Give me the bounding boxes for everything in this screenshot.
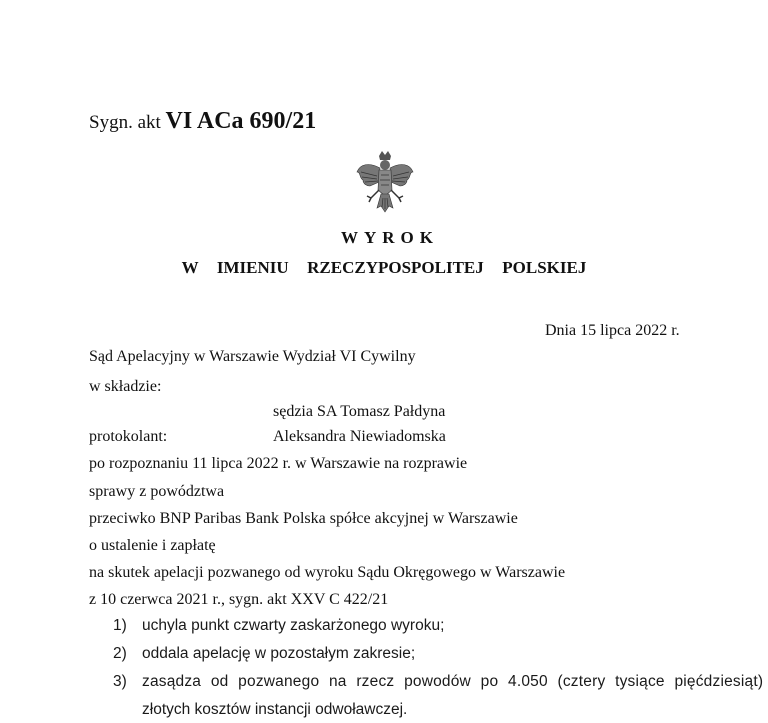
court-name: Sąd Apelacyjny w Warszawie Wydział VI Cywilny [89, 348, 416, 365]
verdict-item-number: 3) [113, 673, 127, 690]
verdict-item-continuation: złotych kosztów instancji odwoławczej. [142, 701, 408, 718]
composition-label: w składzie: [89, 378, 162, 395]
document-title: WYROK [341, 228, 439, 247]
verdict-item-text: oddala apelację w pozostałym zakresie; [142, 645, 416, 662]
judgment-date: Dnia 15 lipca 2022 r. [545, 322, 680, 339]
signature-prefix: Sygn. akt [89, 112, 161, 133]
verdict-item-text: uchyla punkt czwarty zaskarżonego wyroku; [142, 617, 445, 634]
signature-number: VI ACa 690/21 [165, 108, 317, 134]
case-line: po rozpoznaniu 11 lipca 2022 r. w Warszawie na rozprawie [89, 455, 468, 472]
clerk-label: protokolant: [89, 428, 168, 445]
polish-eagle-emblem-icon [355, 150, 415, 216]
case-line: na skutek apelacji pozwanego od wyroku Sądu Okręgowego w Warszawie [89, 564, 566, 581]
verdict-item-number: 1) [113, 617, 127, 634]
verdict-item-text: zasądza od pozwanego na rzecz powodów po 4.050 (cztery tysiące pięćdziesiąt) [142, 673, 764, 690]
document-subtitle: W IMIENIU RZECZYPOSPOLITEJ POLSKIEJ [181, 258, 587, 277]
case-signature [89, 108, 316, 135]
case-line: z 10 czerwca 2021 r., sygn. akt XXV C 422/21 [89, 591, 389, 608]
verdict-item-number: 2) [113, 645, 127, 662]
clerk-name: Aleksandra Niewiadomska [273, 428, 446, 445]
case-line: o ustalenie i zapłatę [89, 537, 216, 554]
case-line: sprawy z powództwa [89, 483, 225, 500]
case-line: przeciwko BNP Paribas Bank Polska spółce akcyjnej w Warszawie [89, 510, 518, 527]
judge-name: sędzia SA Tomasz Pałdyna [273, 403, 446, 420]
